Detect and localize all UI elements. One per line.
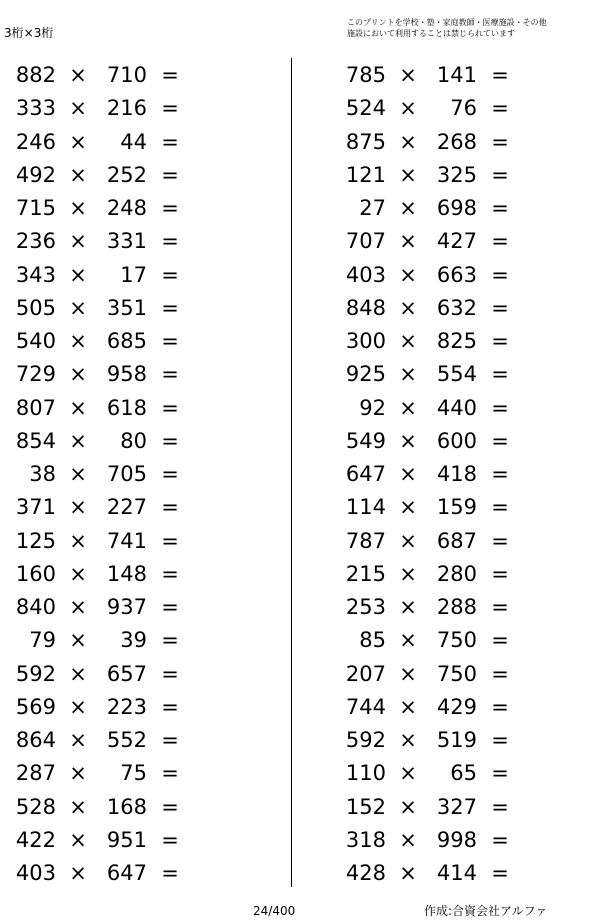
equals-sign: = bbox=[491, 794, 509, 819]
multiplier: 750 bbox=[436, 628, 477, 653]
equals-sign: = bbox=[491, 129, 509, 154]
multiplicand: 848 bbox=[345, 295, 386, 320]
equals-sign: = bbox=[161, 728, 179, 752]
times-sign: × bbox=[399, 395, 417, 420]
multiplicand: 744 bbox=[345, 694, 386, 719]
multiplier: 159 bbox=[436, 495, 477, 520]
author-credit: 作成:合資会社アルファ bbox=[424, 904, 548, 918]
equals-sign: = bbox=[491, 462, 509, 486]
multiplicand: 333 bbox=[15, 96, 56, 121]
multiplicand: 92 bbox=[359, 395, 386, 420]
multiplier: 44 bbox=[120, 129, 147, 154]
multiplicand: 79 bbox=[29, 628, 56, 653]
multiplier: 216 bbox=[106, 96, 147, 121]
times-sign: × bbox=[69, 395, 87, 420]
times-sign: × bbox=[399, 628, 417, 653]
multiplicand: 592 bbox=[15, 661, 56, 686]
equals-sign: = bbox=[491, 528, 509, 553]
multiplicand: 125 bbox=[15, 528, 56, 553]
multiplier: 227 bbox=[106, 495, 147, 520]
multiplication-problem bbox=[330, 623, 570, 656]
multiplication-problem bbox=[0, 490, 240, 523]
multiplier: 75 bbox=[120, 761, 147, 786]
multiplicand: 707 bbox=[345, 229, 386, 254]
multiplication-problem bbox=[0, 224, 240, 257]
times-sign: × bbox=[69, 861, 87, 885]
multiplicand: 253 bbox=[345, 595, 386, 619]
multiplication-problem bbox=[0, 524, 240, 557]
times-sign: × bbox=[399, 827, 417, 852]
multiplier: 440 bbox=[436, 395, 477, 420]
times-sign: × bbox=[69, 63, 87, 87]
multiplier: 148 bbox=[106, 561, 147, 586]
equals-sign: = bbox=[491, 761, 509, 786]
equals-sign: = bbox=[161, 196, 179, 220]
multiplier: 418 bbox=[436, 462, 477, 486]
times-sign: × bbox=[399, 162, 417, 187]
multiplication-problem bbox=[0, 125, 240, 158]
multiplier: 331 bbox=[106, 229, 147, 254]
multiplication-problem bbox=[330, 91, 570, 124]
multiplication-problem bbox=[330, 723, 570, 756]
multiplication-problem bbox=[330, 125, 570, 158]
multiplier: 414 bbox=[436, 861, 477, 885]
equals-sign: = bbox=[491, 827, 509, 852]
times-sign: × bbox=[399, 428, 417, 453]
multiplication-problem bbox=[0, 623, 240, 656]
multiplier: 17 bbox=[120, 262, 147, 287]
times-sign: × bbox=[69, 661, 87, 686]
times-sign: × bbox=[399, 229, 417, 254]
equals-sign: = bbox=[161, 63, 179, 87]
equals-sign: = bbox=[161, 827, 179, 852]
multiplication-problem bbox=[330, 856, 570, 889]
multiplier: 710 bbox=[106, 63, 147, 87]
multiplicand: 207 bbox=[345, 661, 386, 686]
times-sign: × bbox=[69, 694, 87, 719]
times-sign: × bbox=[69, 262, 87, 287]
multiplicand: 160 bbox=[15, 561, 56, 586]
usage-notice-line-2: 施設において利用することは禁じられています bbox=[347, 29, 515, 38]
multiplication-problem bbox=[330, 457, 570, 490]
multiplier: 825 bbox=[436, 329, 477, 353]
times-sign: × bbox=[399, 861, 417, 885]
multiplication-problem bbox=[330, 823, 570, 856]
usage-notice-line-1: このプリントを学校・塾・家庭教師・医療施設・その他 bbox=[347, 18, 547, 27]
multiplicand: 528 bbox=[15, 794, 56, 819]
column-divider bbox=[291, 58, 292, 887]
times-sign: × bbox=[399, 129, 417, 154]
multiplier: 958 bbox=[106, 362, 147, 387]
multiplication-problem bbox=[0, 457, 240, 490]
equals-sign: = bbox=[161, 395, 179, 420]
equals-sign: = bbox=[491, 628, 509, 653]
multiplication-problem bbox=[330, 391, 570, 424]
multiplicand: 715 bbox=[15, 196, 56, 220]
multiplier: 65 bbox=[450, 761, 477, 786]
equals-sign: = bbox=[491, 162, 509, 187]
times-sign: × bbox=[399, 329, 417, 353]
multiplication-problem bbox=[0, 657, 240, 690]
multiplicand: 524 bbox=[345, 96, 386, 121]
multiplication-problem bbox=[330, 524, 570, 557]
multiplicand: 121 bbox=[345, 162, 386, 187]
equals-sign: = bbox=[491, 96, 509, 121]
multiplier: 698 bbox=[436, 196, 477, 220]
multiplier: 223 bbox=[106, 694, 147, 719]
multiplicand: 549 bbox=[345, 428, 386, 453]
multiplicand: 840 bbox=[15, 595, 56, 619]
multiplier: 327 bbox=[436, 794, 477, 819]
multiplication-problem bbox=[330, 756, 570, 789]
equals-sign: = bbox=[491, 63, 509, 87]
equals-sign: = bbox=[161, 495, 179, 520]
times-sign: × bbox=[69, 462, 87, 486]
multiplicand: 864 bbox=[15, 728, 56, 752]
multiplier: 647 bbox=[106, 861, 147, 885]
equals-sign: = bbox=[161, 628, 179, 653]
multiplication-problem bbox=[330, 291, 570, 324]
multiplication-problem bbox=[330, 224, 570, 257]
times-sign: × bbox=[399, 495, 417, 520]
multiplier: 998 bbox=[436, 827, 477, 852]
multiplier: 80 bbox=[120, 428, 147, 453]
equals-sign: = bbox=[161, 295, 179, 320]
multiplicand: 787 bbox=[345, 528, 386, 553]
multiplier: 632 bbox=[436, 295, 477, 320]
multiplication-problem bbox=[0, 723, 240, 756]
multiplication-problem bbox=[330, 424, 570, 457]
multiplication-problem bbox=[330, 158, 570, 191]
multiplier: 687 bbox=[436, 528, 477, 553]
multiplier: 429 bbox=[436, 694, 477, 719]
multiplier: 657 bbox=[106, 661, 147, 686]
times-sign: × bbox=[399, 561, 417, 586]
equals-sign: = bbox=[491, 362, 509, 387]
equals-sign: = bbox=[491, 229, 509, 254]
multiplier: 552 bbox=[106, 728, 147, 752]
left-problem-column bbox=[0, 58, 240, 889]
multiplicand: 114 bbox=[345, 495, 386, 520]
multiplicand: 492 bbox=[15, 162, 56, 187]
multiplier: 937 bbox=[106, 595, 147, 619]
equals-sign: = bbox=[161, 129, 179, 154]
equals-sign: = bbox=[161, 761, 179, 786]
multiplier: 288 bbox=[436, 595, 477, 619]
multiplicand: 371 bbox=[15, 495, 56, 520]
multiplicand: 318 bbox=[345, 827, 386, 852]
equals-sign: = bbox=[491, 694, 509, 719]
multiplicand: 287 bbox=[15, 761, 56, 786]
multiplier: 600 bbox=[436, 428, 477, 453]
equals-sign: = bbox=[491, 329, 509, 353]
multiplication-problem bbox=[0, 191, 240, 224]
multiplier: 252 bbox=[106, 162, 147, 187]
multiplier: 76 bbox=[450, 96, 477, 121]
multiplication-problem bbox=[0, 291, 240, 324]
multiplicand: 925 bbox=[345, 362, 386, 387]
multiplication-problem bbox=[0, 756, 240, 789]
multiplication-problem bbox=[0, 91, 240, 124]
equals-sign: = bbox=[161, 262, 179, 287]
multiplication-problem bbox=[0, 690, 240, 723]
equals-sign: = bbox=[491, 196, 509, 220]
equals-sign: = bbox=[491, 428, 509, 453]
equals-sign: = bbox=[161, 162, 179, 187]
multiplicand: 540 bbox=[15, 329, 56, 353]
multiplication-problem bbox=[0, 557, 240, 590]
equals-sign: = bbox=[491, 595, 509, 619]
multiplicand: 403 bbox=[15, 861, 56, 885]
multiplicand: 647 bbox=[345, 462, 386, 486]
multiplicand: 854 bbox=[15, 428, 56, 453]
multiplication-problem bbox=[330, 191, 570, 224]
times-sign: × bbox=[399, 63, 417, 87]
multiplier: 618 bbox=[106, 395, 147, 420]
multiplicand: 38 bbox=[29, 462, 56, 486]
multiplier: 519 bbox=[436, 728, 477, 752]
equals-sign: = bbox=[491, 395, 509, 420]
times-sign: × bbox=[69, 794, 87, 819]
times-sign: × bbox=[399, 262, 417, 287]
multiplicand: 85 bbox=[359, 628, 386, 653]
multiplication-problem bbox=[330, 258, 570, 291]
multiplication-problem bbox=[330, 357, 570, 390]
multiplier: 951 bbox=[106, 827, 147, 852]
times-sign: × bbox=[399, 96, 417, 121]
multiplicand: 785 bbox=[345, 63, 386, 87]
equals-sign: = bbox=[491, 295, 509, 320]
multiplication-problem bbox=[330, 324, 570, 357]
equals-sign: = bbox=[161, 362, 179, 387]
times-sign: × bbox=[399, 295, 417, 320]
times-sign: × bbox=[69, 428, 87, 453]
multiplicand: 422 bbox=[15, 827, 56, 852]
multiplicand: 428 bbox=[345, 861, 386, 885]
times-sign: × bbox=[69, 96, 87, 121]
multiplier: 705 bbox=[106, 462, 147, 486]
multiplier: 248 bbox=[106, 196, 147, 220]
times-sign: × bbox=[69, 561, 87, 586]
multiplication-problem bbox=[0, 58, 240, 91]
multiplier: 750 bbox=[436, 661, 477, 686]
equals-sign: = bbox=[491, 262, 509, 287]
times-sign: × bbox=[69, 295, 87, 320]
times-sign: × bbox=[399, 462, 417, 486]
times-sign: × bbox=[399, 528, 417, 553]
times-sign: × bbox=[399, 694, 417, 719]
page-number: 24/400 bbox=[253, 904, 296, 918]
times-sign: × bbox=[69, 728, 87, 752]
multiplicand: 505 bbox=[15, 295, 56, 320]
multiplication-problem bbox=[0, 590, 240, 623]
multiplication-problem bbox=[0, 856, 240, 889]
times-sign: × bbox=[69, 162, 87, 187]
equals-sign: = bbox=[161, 229, 179, 254]
multiplier: 280 bbox=[436, 561, 477, 586]
equals-sign: = bbox=[161, 428, 179, 453]
usage-notice bbox=[347, 17, 609, 39]
right-problem-column bbox=[330, 58, 570, 889]
times-sign: × bbox=[69, 827, 87, 852]
equals-sign: = bbox=[161, 329, 179, 353]
multiplier: 168 bbox=[106, 794, 147, 819]
equals-sign: = bbox=[161, 861, 179, 885]
multiplication-problem bbox=[330, 790, 570, 823]
multiplication-problem bbox=[0, 424, 240, 457]
times-sign: × bbox=[69, 362, 87, 387]
times-sign: × bbox=[69, 595, 87, 619]
equals-sign: = bbox=[161, 561, 179, 586]
multiplier: 325 bbox=[436, 162, 477, 187]
multiplication-problem bbox=[0, 324, 240, 357]
multiplier: 427 bbox=[436, 229, 477, 254]
multiplication-problem bbox=[0, 790, 240, 823]
equals-sign: = bbox=[161, 694, 179, 719]
multiplication-problem bbox=[330, 58, 570, 91]
equals-sign: = bbox=[491, 728, 509, 752]
multiplication-problem bbox=[0, 158, 240, 191]
equals-sign: = bbox=[161, 462, 179, 486]
multiplicand: 110 bbox=[345, 761, 386, 786]
multiplication-problem bbox=[330, 590, 570, 623]
worksheet-title: 3桁×3桁 bbox=[4, 26, 54, 40]
multiplier: 351 bbox=[106, 295, 147, 320]
multiplication-problem bbox=[330, 557, 570, 590]
multiplier: 141 bbox=[436, 63, 477, 87]
times-sign: × bbox=[399, 761, 417, 786]
multiplicand: 236 bbox=[15, 229, 56, 254]
multiplicand: 152 bbox=[345, 794, 386, 819]
times-sign: × bbox=[69, 129, 87, 154]
multiplication-problem bbox=[330, 657, 570, 690]
multiplicand: 592 bbox=[345, 728, 386, 752]
times-sign: × bbox=[399, 595, 417, 619]
multiplication-problem bbox=[0, 357, 240, 390]
equals-sign: = bbox=[161, 661, 179, 686]
times-sign: × bbox=[399, 661, 417, 686]
multiplier: 741 bbox=[106, 528, 147, 553]
multiplicand: 882 bbox=[15, 63, 56, 87]
equals-sign: = bbox=[161, 96, 179, 121]
multiplication-problem bbox=[330, 690, 570, 723]
equals-sign: = bbox=[161, 794, 179, 819]
multiplier: 39 bbox=[120, 628, 147, 653]
equals-sign: = bbox=[161, 528, 179, 553]
multiplicand: 807 bbox=[15, 395, 56, 420]
multiplicand: 729 bbox=[15, 362, 56, 387]
multiplicand: 343 bbox=[15, 262, 56, 287]
times-sign: × bbox=[69, 495, 87, 520]
multiplication-problem bbox=[330, 490, 570, 523]
multiplication-problem bbox=[0, 391, 240, 424]
multiplicand: 215 bbox=[345, 561, 386, 586]
times-sign: × bbox=[69, 196, 87, 220]
times-sign: × bbox=[399, 794, 417, 819]
times-sign: × bbox=[69, 628, 87, 653]
times-sign: × bbox=[399, 728, 417, 752]
times-sign: × bbox=[399, 196, 417, 220]
multiplicand: 246 bbox=[15, 129, 56, 154]
times-sign: × bbox=[399, 362, 417, 387]
multiplicand: 300 bbox=[345, 329, 386, 353]
multiplicand: 569 bbox=[15, 694, 56, 719]
multiplication-problem bbox=[0, 823, 240, 856]
equals-sign: = bbox=[161, 595, 179, 619]
equals-sign: = bbox=[491, 495, 509, 520]
equals-sign: = bbox=[491, 661, 509, 686]
times-sign: × bbox=[69, 528, 87, 553]
multiplier: 663 bbox=[436, 262, 477, 287]
multiplicand: 27 bbox=[359, 196, 386, 220]
times-sign: × bbox=[69, 229, 87, 254]
equals-sign: = bbox=[491, 561, 509, 586]
multiplicand: 403 bbox=[345, 262, 386, 287]
multiplier: 268 bbox=[436, 129, 477, 154]
times-sign: × bbox=[69, 329, 87, 353]
times-sign: × bbox=[69, 761, 87, 786]
equals-sign: = bbox=[491, 861, 509, 885]
multiplication-problem bbox=[0, 258, 240, 291]
multiplicand: 875 bbox=[345, 129, 386, 154]
multiplier: 685 bbox=[106, 329, 147, 353]
multiplier: 554 bbox=[436, 362, 477, 387]
